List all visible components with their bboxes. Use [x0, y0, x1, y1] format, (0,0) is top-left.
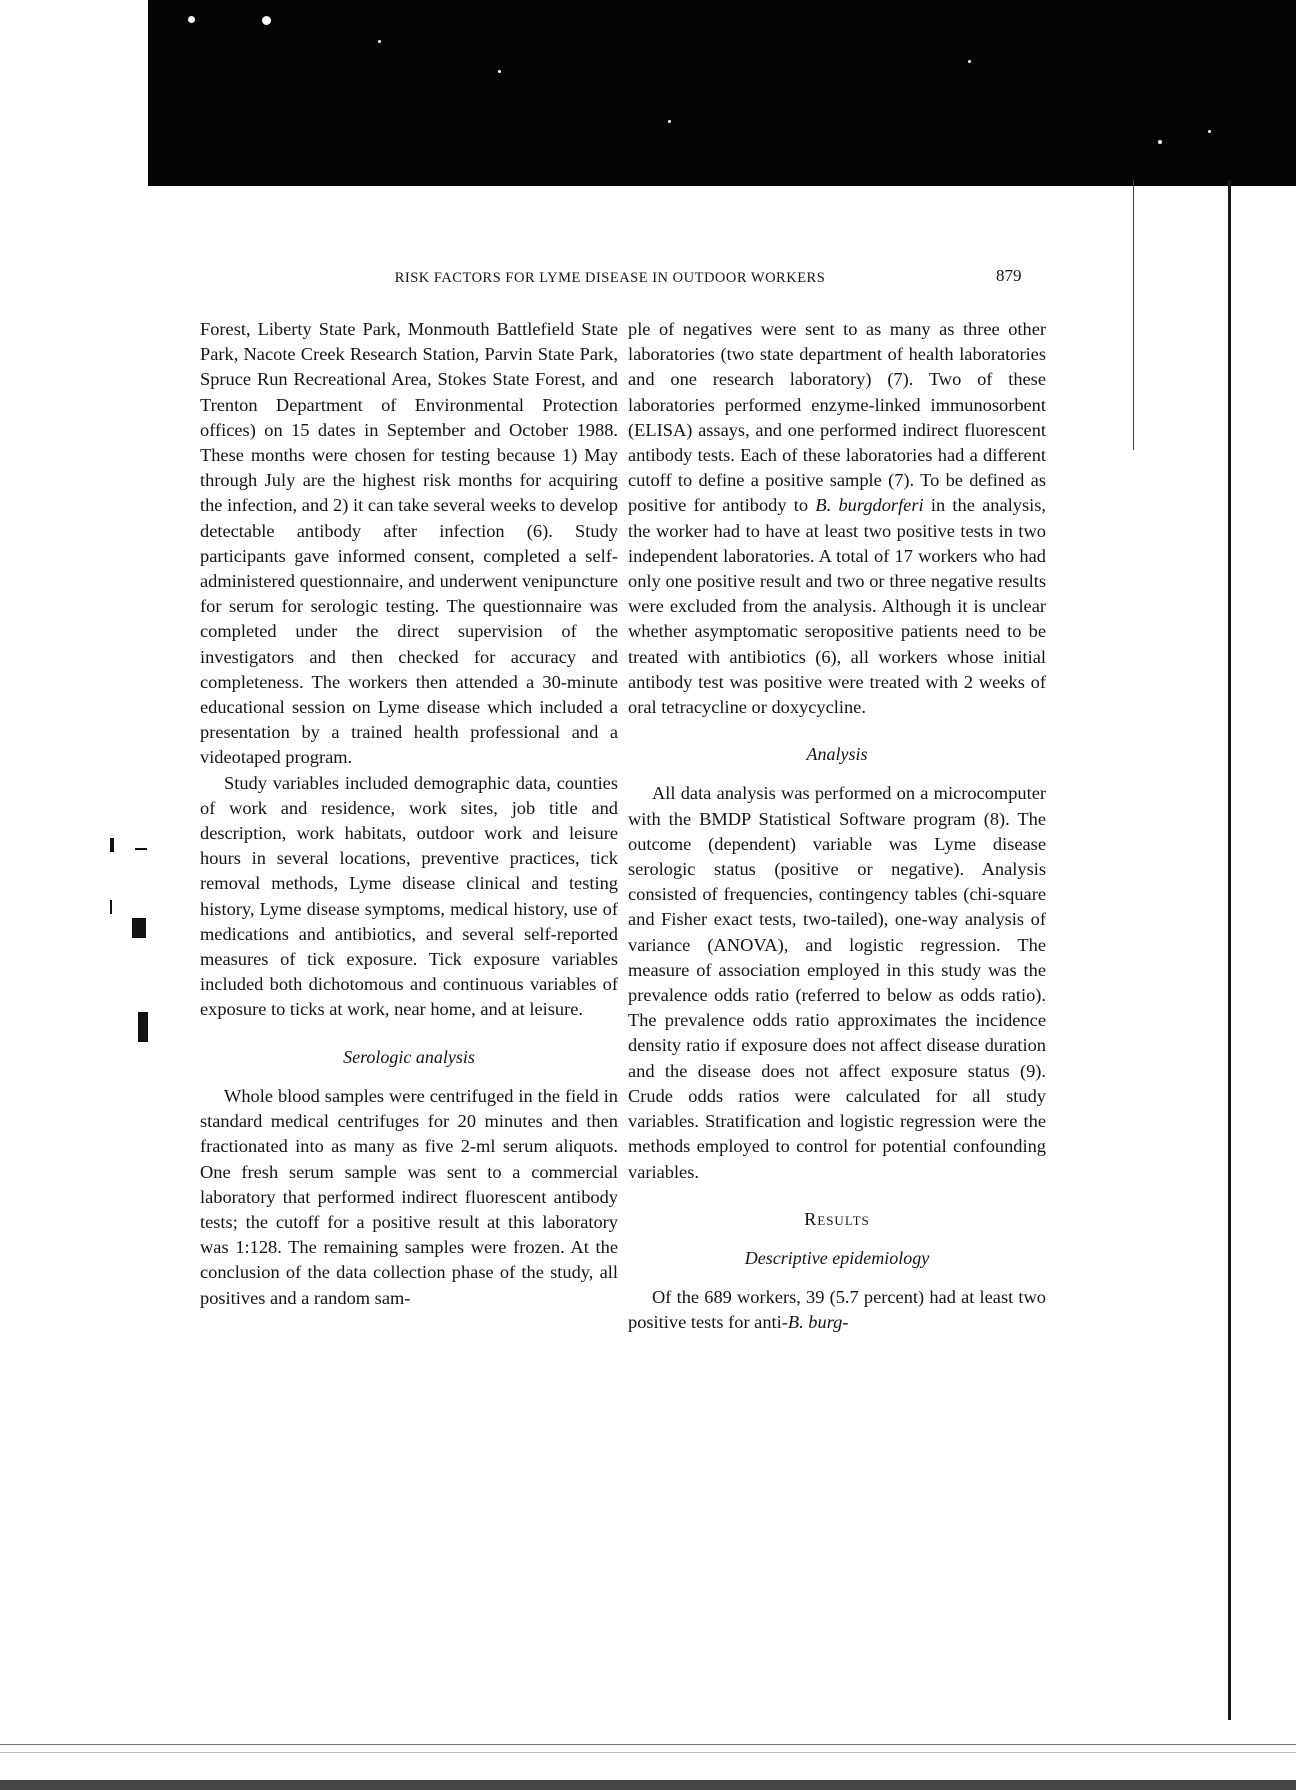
- scan-bottom-edge-2: [0, 1752, 1296, 1753]
- left-paragraph-2: Study variables included demographic data, counties of work and residence, work sites, job title and description, work habitats, outdoor work and leisure hours in several locations, preventive practices, tick removal methods, Lyme disease clinical and testing history, Lyme disease symptoms, medical history, use of medications and antibiotics, and several self-reported measures of tick exposure. Tick exposure variables included both dichotomous and continuous variables of exposure to ticks at work, near home, and at leisure.: [200, 772, 618, 1020]
- scan-page-edge: [1228, 180, 1231, 1720]
- serologic-analysis-heading: Serologic analysis: [343, 1046, 475, 1067]
- right-paragraph-2: All data analysis was performed on a microcomputer with the BMDP Statistical Software program (8). The outcome (dependent) variable was Lyme disease serologic status (positive or negative). Analysis consisted of frequencies, contingency tables (chi-square and Fisher exact tests, two-tailed), one-way analysis of variance (ANOVA), and logistic regression. The measure of association employed in this study was the prevalence odds ratio (referred to below as odds ratio). The prevalence odds ratio approximates the incidence density ratio if exposure does not affect disease duration and the disease does not affect exposure status (9). Crude odds ratios were calculated for all study variables. Stratification and logistic regression were the methods employed to control for potential confounding variables.: [628, 783, 1046, 1182]
- left-paragraph-1: Forest, Liberty State Park, Monmouth Battlefield State Park, Nacote Creek Research Station, Parvin State Park, Spruce Run Recreational Area, Stokes State Forest, and Trenton Department of Environmental Protection offices) on 15 dates in September and October 1988. These months were chosen for testing because 1) May through July are the highest risk months for acquiring the infection, and 2) it can take several weeks to develop detectable antibody after infection (6). Study participants gave informed consent, completed a self-administered questionnaire, and underwent venipuncture for serum for serologic testing. The questionnaire was completed under the direct supervision of the investigators and then checked for accuracy and completeness. The workers then attended a 30-minute educational session on Lyme disease which included a presentation by a trained health professional and a videotaped program.: [200, 319, 618, 768]
- right-column: [628, 317, 1046, 1336]
- left-paragraph-3: Whole blood samples were centrifuged in the field in standard medical centrifuges for 20 minutes and then fractionated into as many as five 2-ml serum aliquots. One fresh serum sample was sent to a commercial laboratory that performed indirect fluorescent antibody tests; the cutoff for a positive result at this laboratory was 1:128. The remaining samples were frozen. At the conclusion of the data collection phase of the study, all positives and a random sam-: [200, 1085, 618, 1308]
- page-number: 879: [996, 266, 1022, 285]
- right-paragraph-1: [628, 317, 1046, 720]
- scan-margin-mark: [138, 1012, 148, 1042]
- right-paragraph-1-text-b: in the analysis, the worker had to have at least two positive tests in two independent laboratories. A total of 17 workers who had only one positive result and two or three negative results were excluded from the analysis. Although it is unclear whether asymptomatic seropositive patients need to be treated with antibiotics (6), all workers whose initial antibody test was positive were treated with 2 weeks of oral tetracycline or doxycycline.: [628, 495, 1046, 718]
- right-paragraph-3: [628, 1285, 1046, 1335]
- scan-dark-band: [148, 0, 1296, 186]
- species-name-continued: B. burg-: [787, 1312, 849, 1333]
- species-name: B. burgdorferi: [815, 495, 924, 516]
- left-column: [200, 317, 618, 1311]
- right-paragraph-3-text: Of the 689 workers, 39 (5.7 percent) had at least two positive tests for anti-: [628, 1287, 1046, 1333]
- right-paragraph-1-text-a: ple of negatives were sent to as many as three other laboratories (two state department of health laboratories and one research laboratory) (7). Two of these laboratories performed enzyme-linked immunosorbent (ELISA) assays, and one performed indirect fluorescent antibody tests. Each of these laboratories had a different cutoff to define a positive sample (7). To be defined as positive for antibody to: [628, 319, 1046, 516]
- scan-margin-mark: [110, 838, 114, 852]
- scan-bottom-band: [0, 1780, 1296, 1790]
- scan-margin-mark: [135, 848, 147, 850]
- results-heading: Results: [804, 1208, 870, 1229]
- analysis-heading: Analysis: [806, 744, 868, 765]
- scan-margin-mark: [132, 918, 146, 938]
- scan-bottom-edge: [0, 1744, 1296, 1745]
- scan-page-edge-inner: [1133, 180, 1134, 450]
- scan-margin-mark: [110, 900, 112, 914]
- descriptive-epidemiology-heading: Descriptive epidemiology: [744, 1247, 930, 1268]
- running-head: RISK FACTORS FOR LYME DISEASE IN OUTDOOR WORKERS: [394, 270, 826, 286]
